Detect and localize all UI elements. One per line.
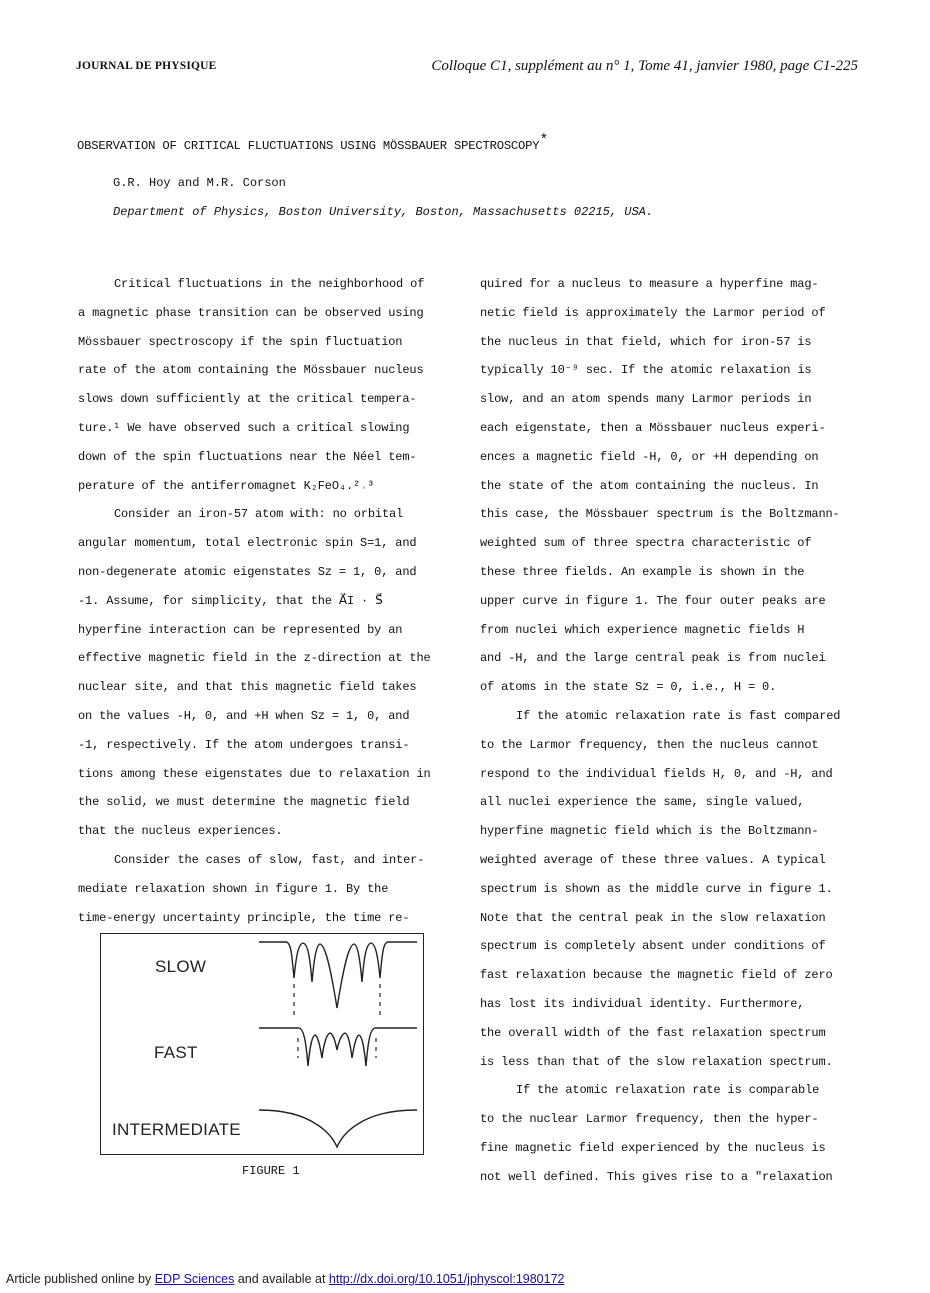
text-line: Mössbauer spectroscopy if the spin fluctuation xyxy=(78,334,403,349)
text-line: has lost its individual identity. Furthermore, xyxy=(480,996,805,1011)
text-line: rate of the atom containing the Mössbauer nucleus xyxy=(78,363,424,378)
text-line: Critical fluctuations in the neighborhood of xyxy=(114,277,425,291)
text-line: a magnetic phase transition can be observed using xyxy=(78,305,424,320)
text-line: hyperfine magnetic field which is the Boltzmann- xyxy=(480,824,819,839)
text-line: the state of the atom containing the nucleus. In xyxy=(480,478,819,493)
text-line: to the Larmor frequency, then the nucleus cannot xyxy=(480,737,819,752)
text-line: Note that the central peak in the slow relaxation xyxy=(480,910,826,925)
text-line: non-degenerate atomic eigenstates Sz = 1, 0, and xyxy=(78,564,417,579)
slow-spectrum-curve xyxy=(259,942,417,1008)
left-column xyxy=(78,270,450,932)
text-line: this case, the Mössbauer spectrum is the Boltzmann- xyxy=(480,507,840,522)
text-line: respond to the individual fields H, 0, and -H, and xyxy=(480,766,833,781)
paragraph xyxy=(480,1076,870,1191)
publisher-link[interactable]: EDP Sciences xyxy=(154,1272,235,1286)
text-line: Consider the cases of slow, fast, and inter- xyxy=(114,852,425,867)
text-line: each eigenstate, then a Mössbauer nucleus experi- xyxy=(480,420,826,435)
figure-caption: FIGURE 1 xyxy=(242,1164,300,1178)
title-footnote-mark: * xyxy=(539,132,549,149)
text-line: down of the spin fluctuations near the Néel tem- xyxy=(78,449,417,464)
text-line: mediate relaxation shown in figure 1. By the xyxy=(78,881,389,896)
text-line: these three fields. An example is shown in the xyxy=(480,564,805,579)
text-line: weighted average of these three values. A typical xyxy=(480,852,826,867)
paper-title-text: OBSERVATION OF CRITICAL FLUCTUATIONS USING MÖSSBAUER SPECTROSCOPY xyxy=(77,139,540,153)
text-line: fast relaxation because the magnetic field of zero xyxy=(480,968,833,983)
text-line: typically 10⁻⁹ sec. If the atomic relaxation is xyxy=(480,363,812,378)
text-line: spectrum is shown as the middle curve in figure 1. xyxy=(480,881,833,896)
intermediate-spectrum-curve xyxy=(259,1110,417,1147)
text-line: tions among these eigenstates due to relaxation in xyxy=(78,766,431,781)
text-line: nuclear site, and that this magnetic field takes xyxy=(78,680,417,695)
text-line: netic field is approximately the Larmor period of xyxy=(480,305,826,320)
text-line: that the nucleus experiences. xyxy=(78,824,283,839)
paragraph xyxy=(78,846,450,932)
text-line: from nuclei which experience magnetic fields H xyxy=(480,622,805,637)
text-line: -1. Assume, for simplicity, that the A⃗I · S⃗ xyxy=(78,593,383,608)
affiliation: Department of Physics, Boston University, Boston, Massachusetts 02215, USA. xyxy=(113,205,654,219)
figure-1 xyxy=(100,933,424,1155)
journal-name: JOURNAL DE PHYSIQUE xyxy=(76,60,217,72)
text-line: upper curve in figure 1. The four outer peaks are xyxy=(480,593,826,608)
text-line: ture.¹ We have observed such a critical slowing xyxy=(78,420,410,435)
text-line: hyperfine interaction can be represented by an xyxy=(78,622,403,637)
text-line: Consider an iron-57 atom with: no orbital xyxy=(114,507,404,522)
text-line: ences a magnetic field -H, 0, or +H depending on xyxy=(480,449,819,464)
text-line: weighted sum of three spectra characteristic of xyxy=(480,536,812,551)
text-line: is less than that of the slow relaxation spectrum. xyxy=(480,1054,833,1069)
paragraph xyxy=(480,702,870,1076)
text-line: angular momentum, total electronic spin S=1, and xyxy=(78,536,417,551)
text-line: If the atomic relaxation rate is comparable xyxy=(516,1083,820,1098)
text-line: slows down sufficiently at the critical tempera- xyxy=(78,392,417,407)
text-line: all nuclei experience the same, single valued, xyxy=(480,795,805,810)
issue-reference: Colloque C1, supplément au n° 1, Tome 41, janvier 1980, page C1-225 xyxy=(431,58,858,74)
paragraph xyxy=(78,500,450,846)
paper-title xyxy=(77,132,548,153)
text-line: time-energy uncertainty principle, the time re- xyxy=(78,910,410,925)
text-line: perature of the antiferromagnet K₂FeO₄.²˒³ xyxy=(78,478,375,493)
label-slow: SLOW xyxy=(155,957,207,976)
text-line: spectrum is completely absent under conditions of xyxy=(480,939,826,954)
text-line: fine magnetic field experienced by the nucleus is xyxy=(480,1140,826,1155)
text-line: effective magnetic field in the z-direction at the xyxy=(78,651,431,666)
footer-notice xyxy=(6,1272,564,1286)
text-line: If the atomic relaxation rate is fast compared xyxy=(516,708,841,723)
label-fast: FAST xyxy=(154,1043,198,1062)
doi-link[interactable]: http://dx.doi.org/10.1051/jphyscol:1980172 xyxy=(328,1272,565,1286)
paragraph xyxy=(480,270,870,702)
paragraph xyxy=(78,270,450,500)
text-line: to the nuclear Larmor frequency, then the hyper- xyxy=(480,1112,819,1127)
text-line: the nucleus in that field, which for iron-57 is xyxy=(480,334,812,349)
text-line: and -H, and the large central peak is from nuclei xyxy=(480,651,826,666)
right-column xyxy=(480,270,870,1192)
text-line: not well defined. This gives rise to a "relaxation xyxy=(480,1169,833,1184)
text-line: of atoms in the state Sz = 0, i.e., H = 0. xyxy=(480,680,777,695)
text-line: slow, and an atom spends many Larmor periods in xyxy=(480,392,812,407)
text-line: the overall width of the fast relaxation spectrum xyxy=(480,1025,826,1040)
text-line: quired for a nucleus to measure a hyperfine mag- xyxy=(480,277,819,291)
fast-spectrum-curve xyxy=(259,1028,417,1066)
text-line: the solid, we must determine the magnetic field xyxy=(78,795,410,810)
authors: G.R. Hoy and M.R. Corson xyxy=(113,176,286,190)
text-line: on the values -H, 0, and +H when Sz = 1, 0, and xyxy=(78,708,410,723)
footer-prefix: Article published online by xyxy=(6,1272,155,1286)
label-intermediate: INTERMEDIATE xyxy=(112,1120,241,1139)
footer-middle: and available at xyxy=(234,1272,329,1286)
text-line: -1, respectively. If the atom undergoes transi- xyxy=(78,737,410,752)
